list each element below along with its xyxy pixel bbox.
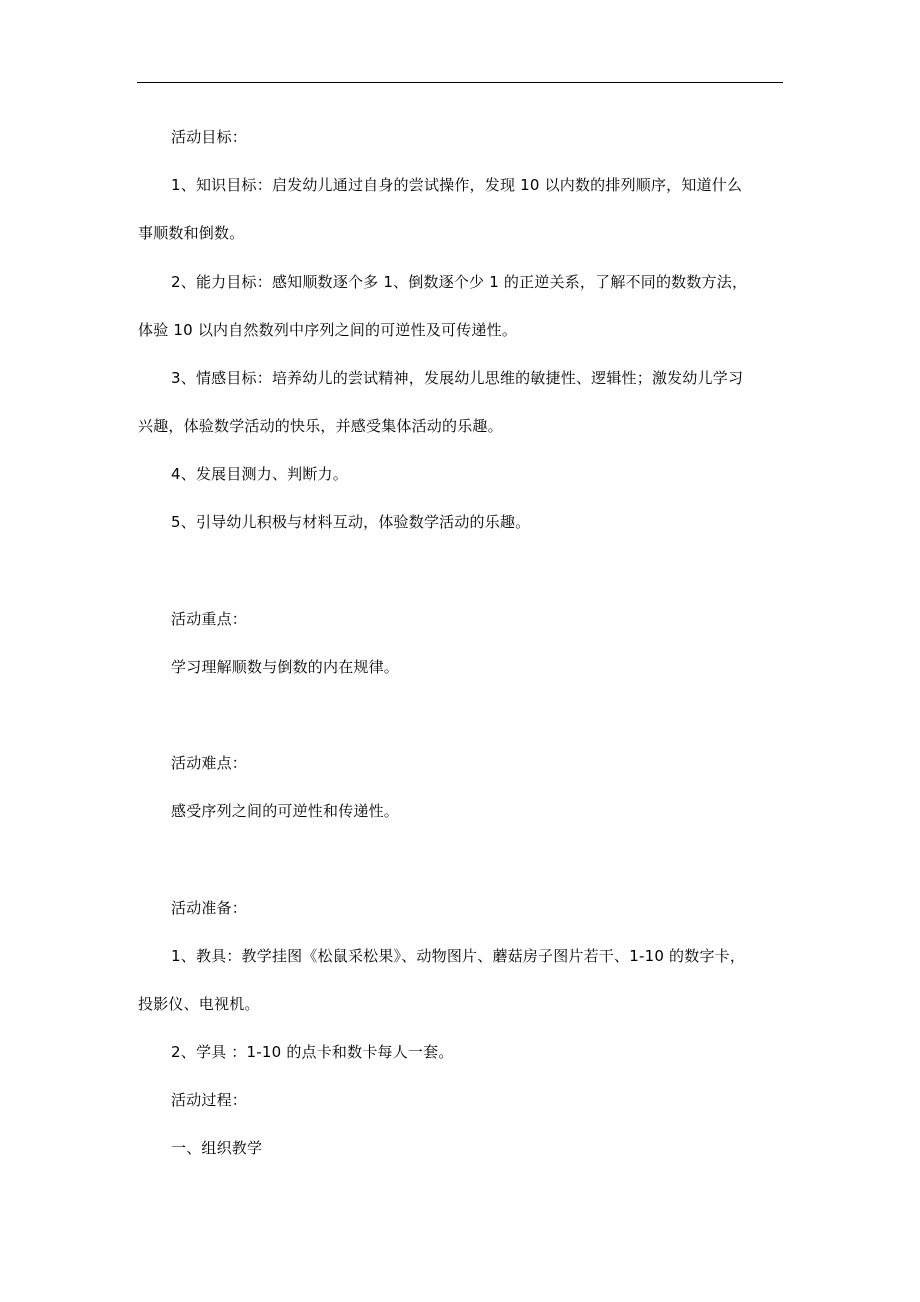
prep-1-line-1: 1、教具：教学挂图《松鼠采松果》、动物图片、蘑菇房子图片若干、1-10 的数字卡，: [171, 947, 746, 965]
goal-1-line-1: 1、知识目标：启发幼儿通过自身的尝试操作，发现 10 以内数的排列顺序，知道什么: [171, 176, 743, 194]
difficulty-heading: 活动难点：: [171, 754, 248, 772]
goals-heading: 活动目标：: [171, 128, 248, 146]
process-step-1: 一、组织教学: [171, 1139, 263, 1157]
prep-1-line-2: 投影仪、电视机。: [138, 995, 260, 1013]
goal-5: 5、引导幼儿积极与材料互动，体验数学活动的乐趣。: [171, 513, 531, 531]
goal-3-line-2: 兴趣，体验数学活动的快乐，并感受集体活动的乐趣。: [138, 417, 503, 435]
goal-3-line-1: 3、情感目标：培养幼儿的尝试精神，发展幼儿思维的敏捷性、逻辑性；激发幼儿学习: [171, 369, 744, 387]
process-heading: 活动过程：: [171, 1091, 248, 1109]
difficulty-text: 感受序列之间的可逆性和传递性。: [171, 802, 400, 820]
header-rule: [137, 82, 783, 83]
focus-text: 学习理解顺数与倒数的内在规律。: [171, 658, 400, 676]
prep-2: 2、学具 ：1-10 的点卡和数卡每人一套。: [171, 1043, 454, 1061]
goal-1-line-2: 事顺数和倒数。: [138, 224, 245, 242]
focus-heading: 活动重点：: [171, 610, 248, 628]
goal-2-line-1: 2、能力目标：感知顺数逐个多 1、倒数逐个少 1 的正逆关系，了解不同的数数方法，: [171, 273, 748, 291]
goal-2-line-2: 体验 10 以内自然数列中序列之间的可逆性及可传递性。: [138, 321, 518, 339]
goal-4: 4、发展目测力、判断力。: [171, 465, 348, 483]
prep-heading: 活动准备：: [171, 899, 248, 917]
